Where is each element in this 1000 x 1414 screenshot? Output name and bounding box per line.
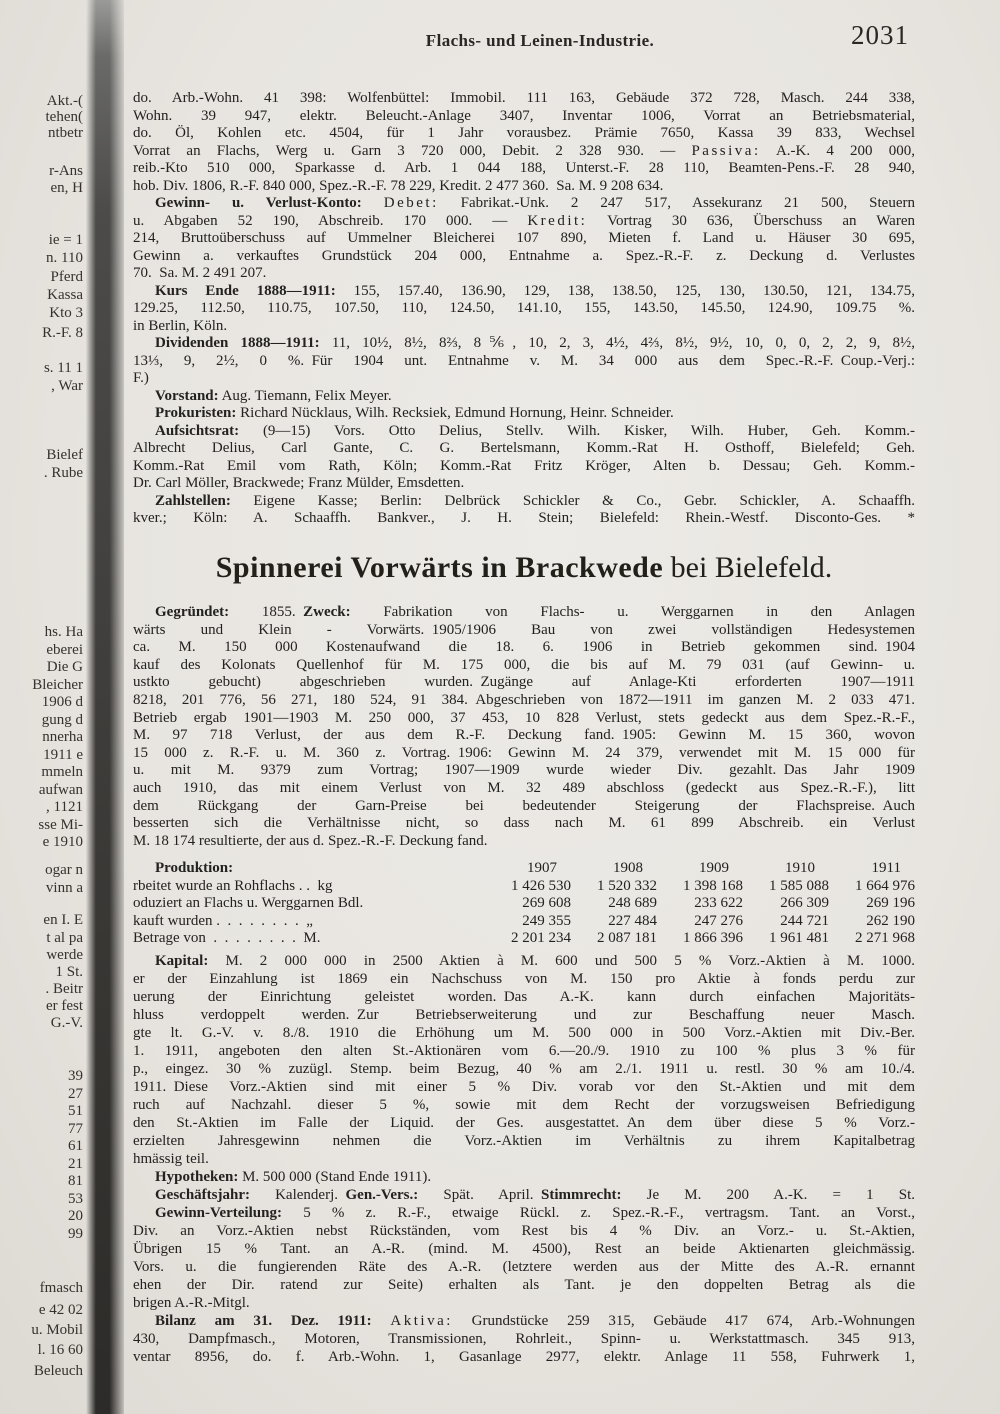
spaced-label: Passiva:	[691, 142, 761, 159]
text-run: A.-K. 4 200 000,	[760, 142, 915, 159]
text-run: Div. an Vorz.-Aktien nebst Rückständen, vom Rest bis 4 % Div. an Vorz.- u. St.-Aktien,	[133, 1223, 915, 1239]
text-line	[133, 440, 915, 458]
produktion-label: Produktion:	[155, 860, 234, 876]
page-number: 2031	[851, 20, 909, 50]
text-run: Richard Nücklaus, Wilh. Recksiek, Edmund Hornung, Heinr. Schneider.	[236, 405, 674, 421]
text-line	[133, 1132, 915, 1150]
text-line	[133, 493, 915, 511]
bold-label: Gen.-Vers.:	[345, 1187, 419, 1203]
margin-text-fragment: Die G	[46, 659, 83, 675]
text-run: Spät. April.	[418, 1187, 542, 1203]
text-line	[133, 1186, 915, 1204]
text-run: Vorrat an Flachs, Werg u. Garn 3 720 000, Debit. 2 328 930. —	[133, 142, 692, 159]
margin-text-fragment: , 1121	[46, 799, 83, 815]
margin-text-fragment: aufwan	[38, 782, 83, 798]
produktion-row-label: kauft wurden . . . . . . . . „	[133, 912, 313, 929]
margin-text-fragment: Beleuch	[33, 1363, 83, 1379]
margin-text-fragment: tehen(	[45, 109, 83, 125]
produktion-value: 266 309	[780, 895, 829, 912]
text-run: Grundstücke 259 315, Gebäude 417 674, Arb.-Wohnungen	[452, 1313, 915, 1329]
margin-text-fragment: , War	[51, 378, 83, 394]
text-run: Wohn. 39 947, elektr. Beleucht.-Anlage 3407, Inventar 1006, Vorrat an Betriebsmaterial,	[133, 107, 915, 124]
text-run: Komm.-Rat Emil vom Rath, Köln; Komm.-Rat Fritz Kröger, Alten b. Dessau; Geh. Komm.-	[133, 457, 915, 474]
text-line	[133, 710, 915, 728]
produktion-year-header: 1908	[613, 860, 643, 876]
company-heading	[133, 551, 915, 585]
text-line	[133, 1240, 915, 1258]
margin-text-fragment: mmeln	[41, 764, 83, 780]
text-line	[133, 1006, 915, 1024]
margin-text-fragment: Bleicher	[32, 677, 83, 693]
produktion-value: 1 398 168	[683, 877, 743, 894]
text-line	[133, 1330, 915, 1348]
text-run: auch 1910, das mit einem Verlust von M. 32 489 abschloss (gedeckt aus Spez.-R.-F.), litt	[133, 779, 915, 796]
produktion-value: 262 190	[866, 912, 915, 929]
produktion-row	[133, 913, 915, 931]
bold-label: Bilanz am 31. Dez. 1911:	[155, 1313, 372, 1329]
produktion-value: 247 276	[694, 912, 743, 929]
margin-text-fragment: hs. Ha	[44, 624, 83, 640]
text-run: ehen der Dir. ratend zur Seite) erhalten als Tant. je den doppelten Betrag als die	[133, 1277, 915, 1293]
produktion-row	[133, 930, 915, 948]
margin-text-fragment: en, H	[50, 180, 83, 196]
text-line	[133, 1168, 915, 1186]
produktion-year-header: 1907	[527, 860, 557, 876]
text-run: brigen A.-R.-Mitgl.	[133, 1295, 250, 1311]
text-run: ustkto gebucht) abgeschrieben wurden. Zugänge auf Anlage-Kti erforderten 1907—1911	[133, 674, 915, 691]
produktion-row	[133, 878, 915, 896]
text-line	[133, 692, 915, 710]
text-run: hluss verdoppelt werden. Zur Betriebserweiterung und zur Beschaffung neuer Masch.	[133, 1007, 915, 1023]
text-run: 11, 10½, 8½, 8⅔, 8⅚, 10, 2, 3, 4½, 4⅔, 8½, 9½, 10, 0, 0, 2, 2, 9, 8½,	[319, 335, 915, 351]
produktion-value: 2 087 181	[597, 930, 657, 947]
text-run: wärts und Klein - Vorwärts. 1905/1906 Bau von zwei vollständigen Hedesystemen	[133, 621, 915, 638]
produktion-value: 1 664 976	[855, 877, 915, 894]
margin-text-fragment: n. 110	[46, 250, 83, 266]
text-run: ruch auf Nachzahl. dieser 5 %, sowie mit dem Recht der vorzugsweisen Befriedigung	[133, 1097, 915, 1113]
text-run: 1. 1911, angeboten den alten St.-Aktionären vom 6.—20./9. 1910 zu 100 % plus 3 % für	[133, 1043, 915, 1059]
text-run: reib.-Kto 510 000, Sparkasse d. Arb. 1 044 188, Unterst.-F. 28 110, Beamten-Pens.-F. 28 940,	[133, 160, 915, 176]
text-run: 70. Sa. M. 2 491 207.	[133, 265, 267, 281]
margin-text-fragment: werde	[46, 947, 83, 963]
company-financial-text	[133, 952, 915, 1366]
bold-label: Dividenden 1888—1911:	[155, 335, 320, 351]
text-run	[362, 195, 384, 211]
produktion-value: 1 961 481	[769, 930, 829, 947]
text-run: Kalenderj.	[249, 1187, 346, 1203]
text-line	[133, 745, 915, 763]
text-run: M. 500 000 (Stand Ende 1911).	[238, 1169, 432, 1185]
text-run: Albrecht Delius, Carl Gante, C. G. Bertelsmann, Komm.-Rat H. Osthoff, Bielefeld; Geh.	[133, 440, 915, 456]
text-run: ventar 8956, do. f. Arb.-Wohn. 1, Gasanlage 2977, elektr. Anlage 11 558, Fuhrwerk 1,	[133, 1349, 915, 1365]
text-line	[133, 353, 915, 371]
text-line	[133, 283, 915, 301]
text-run: (9—15) Vors. Otto Delius, Stellv. Wilh. Kisker, Wilh. Huber, Geh. Komm.-	[239, 422, 915, 439]
bold-label: Vorstand:	[155, 387, 219, 404]
text-line	[133, 335, 915, 353]
margin-text-fragment: 99	[68, 1226, 83, 1242]
bold-label: Hypotheken:	[155, 1169, 239, 1185]
text-run: u. Abgaben 52 190, Abschreib. 170 000. —	[133, 212, 528, 229]
text-run: kauf des Kolonats Quellenhof für M. 175 000, die bis auf M. 79 031 (auf Gewinn- u.	[133, 656, 915, 673]
margin-text-fragment: . Beitr	[45, 981, 83, 997]
text-line	[133, 780, 915, 798]
text-run: den St.-Aktien im Falle der Liquid. der Ges. ausgestattet. An dem über diese 5 % Vorz.-	[133, 1115, 915, 1131]
text-line	[133, 657, 915, 675]
text-run: besserten sich die Verhältnisse nicht, so dass nach M. 61 899 Abschreib. ein Verlust	[133, 815, 915, 832]
text-line	[133, 108, 915, 126]
bold-label: Kurs Ende 1888—1911:	[155, 282, 336, 299]
margin-text-fragment: ie = 1	[48, 232, 83, 248]
text-line	[133, 405, 915, 423]
text-line	[133, 1204, 915, 1222]
margin-text-fragment: en I. E	[43, 912, 83, 928]
text-run: er der Einzahlung ist 1869 ein Nachschuss von M. 150 pro Aktie à fonds perdu zur	[133, 971, 915, 987]
text-line	[133, 833, 915, 851]
margin-text-fragment: 61	[68, 1138, 83, 1154]
text-line	[133, 1042, 915, 1060]
text-run: ca. M. 150 000 Kostenaufwand die 18. 6. 1906 in Betrieb gekommen sind. 1904	[133, 639, 915, 656]
margin-text-fragment: e 42 02	[38, 1302, 83, 1318]
left-page-edge-text	[0, 0, 86, 1414]
text-line	[133, 265, 915, 283]
text-line	[133, 475, 915, 493]
produktion-year-header: 1911	[871, 860, 901, 876]
produktion-row-label: Betrage von . . . . . . . . M.	[133, 930, 321, 947]
text-run: u. mit M. 9379 zum Vortrag; 1907—1909 wurde wieder Div. gezahlt. Das Jahr 1909	[133, 762, 915, 779]
text-line	[133, 815, 915, 833]
text-line	[133, 674, 915, 692]
text-run: Vors. u. die fungierenden Räte des A.-R. (letztere werden aus der Mitte des A.-R. ernannt	[133, 1259, 915, 1275]
text-run: p., eingez. 30 % zuzügl. Stemp. beim Bezug, 40 % am 2./1. 1911 u. restl. 30 % am 10./4.	[133, 1061, 915, 1077]
margin-text-fragment: r-Ans	[49, 163, 83, 179]
produktion-year-header: 1909	[699, 860, 729, 876]
text-run: 430, Dampfmasch., Motoren, Transmissionen, Rohrleit., Spinn- u. Werkstattmasch. 345 913,	[133, 1331, 915, 1347]
text-line	[133, 762, 915, 780]
margin-text-fragment: nnerha	[42, 729, 83, 745]
text-line	[133, 458, 915, 476]
text-line	[133, 604, 915, 622]
company-heading-main: Spinnerei Vorwärts in Brackwede	[215, 551, 664, 584]
margin-text-fragment: 51	[68, 1103, 83, 1119]
text-run: in Berlin, Köln.	[133, 317, 228, 334]
bold-label: Aufsichtsrat:	[155, 422, 240, 439]
bold-label: Kapital:	[155, 953, 209, 969]
margin-text-fragment: 20	[68, 1208, 83, 1224]
text-line	[133, 1276, 915, 1294]
bold-label: Gewinn-Verteilung:	[155, 1205, 282, 1221]
margin-text-fragment: Kassa	[47, 287, 83, 303]
produktion-value: 269 608	[522, 895, 571, 912]
produktion-header-row	[133, 860, 915, 878]
text-run: kver.; Köln: A. Schaaffh. Bankver., J. H. Stein; Bielefeld: Rhein.-Westf. Disconto-Ges. *	[133, 510, 915, 526]
text-line	[133, 970, 915, 988]
text-run: Je M. 200 A.-K. = 1 St.	[621, 1187, 915, 1203]
text-line	[133, 90, 915, 108]
text-run: Fabrikat.-Unk. 2 247 517, Assekuranz 21 500, Steuern	[438, 195, 915, 211]
bold-label: Zahlstellen:	[155, 492, 231, 509]
produktion-value: 227 484	[608, 912, 657, 929]
text-line	[133, 388, 915, 406]
margin-text-fragment: ntbetr	[48, 125, 83, 141]
text-line	[133, 178, 915, 196]
text-line	[133, 300, 915, 318]
produktion-row-label: rbeitet wurde an Rohflachs . . kg	[133, 877, 333, 894]
text-run: F.)	[133, 370, 149, 386]
margin-text-fragment: 27	[68, 1086, 83, 1102]
text-line	[133, 160, 915, 178]
text-run: Betrieb ergab 1901—1903 M. 250 000, 37 453, 10 828 Verlust, stets gedeckt aus dem Spez.-R.-F.,	[133, 709, 915, 726]
text-line	[133, 727, 915, 745]
bold-label: Gegründet:	[155, 604, 230, 620]
text-run: Fabrikation von Flachs- u. Werggarnen in den Anlagen	[350, 604, 915, 620]
produktion-value: 1 520 332	[597, 877, 657, 894]
text-run: Gewinn a. verkauftes Grundstück 204 000, Entnahme a. Spez.-R.-F. z. Deckung d. Verlustes	[133, 247, 915, 264]
text-line	[133, 318, 915, 336]
margin-text-fragment: u. Mobil	[31, 1322, 83, 1338]
text-line	[133, 988, 915, 1006]
text-run: 8218, 201 776, 56 271, 180 524, 91 384. Abgeschrieben von 1872—1911 im ganzen M. 2 033 471.	[133, 691, 915, 708]
binding-gutter-shadow	[86, 0, 124, 1414]
text-line	[133, 1150, 915, 1168]
text-run: 155, 157.40, 136.90, 129, 138, 138.50, 125, 130, 130.50, 121, 134.75,	[335, 282, 915, 299]
margin-text-fragment: Bielef	[46, 447, 83, 463]
margin-text-fragment: l. 16 60	[37, 1342, 83, 1358]
spaced-label: Aktiva:	[390, 1313, 453, 1329]
bold-label: Geschäftsjahr:	[155, 1187, 250, 1203]
bold-label: Gewinn- u. Verlust-Konto:	[155, 195, 362, 211]
text-line	[133, 798, 915, 816]
text-line	[133, 1258, 915, 1276]
margin-text-fragment: eberei	[46, 642, 83, 658]
text-run	[372, 1313, 391, 1329]
text-run: Aug. Tiemann, Felix Meyer.	[218, 387, 392, 404]
text-run: M. 18 174 resultierte, der aus d. Spez.-R.-F. Deckung fand.	[133, 832, 488, 849]
margin-text-fragment: Kto 3	[49, 305, 83, 321]
text-line	[133, 195, 915, 213]
text-run: erzielten Jahresgewinn nehmen die Vorz.-Aktien im Verhältnis zu ihrem Kapitalbetrag	[133, 1133, 915, 1149]
spaced-label: Debet:	[383, 195, 439, 211]
produktion-table	[133, 860, 915, 948]
text-run: 15 000 z. R.-F. u. M. 360 z. Vortrag. 1906: Gewinn M. 24 379, verwendet mit M. 15 000 für	[133, 744, 915, 761]
produktion-value: 244 721	[780, 912, 829, 929]
margin-text-fragment: 77	[68, 1121, 83, 1137]
text-line	[133, 1294, 915, 1312]
entry-previous-company-text	[133, 90, 915, 528]
margin-text-fragment: 21	[68, 1156, 83, 1172]
text-run: gte lt. G.-V. v. 8./8. 1910 die Erhöhung um M. 500 000 in 500 Vorz.-Aktien mit Div.-Ber.	[133, 1025, 915, 1041]
produktion-value: 1 585 088	[769, 877, 829, 894]
margin-text-fragment: sse Mi-	[38, 817, 83, 833]
produktion-value: 1 866 396	[683, 930, 743, 947]
produktion-row-label: oduziert an Flachs u. Werggarnen Bdl.	[133, 895, 364, 912]
text-line	[133, 510, 915, 528]
margin-text-fragment: . Rube	[43, 465, 83, 481]
text-run: 1855.	[229, 604, 304, 620]
text-run: Übrigen 15 % Tant. an A.-R. (mind. M. 4500), Rest an beide Aktienarten gleichmässig.	[133, 1241, 915, 1257]
text-run: uerung der Einrichtung geleistet worden. Das A.-K. kann durch einfachen Majoritäts-	[133, 989, 915, 1005]
margin-text-fragment: s. 11 1	[43, 360, 83, 376]
margin-text-fragment: R.-F. 8	[42, 325, 83, 341]
text-line	[133, 1060, 915, 1078]
text-run: 1911. Diese Vorz.-Aktien sind mit einer 5 % Div. vorab vor den St.-Aktien und mit dem	[133, 1079, 915, 1095]
text-run: hmässig teil.	[133, 1151, 209, 1167]
text-line	[133, 143, 915, 161]
margin-text-fragment: er fest	[45, 998, 83, 1014]
text-line	[133, 1096, 915, 1114]
text-run: Vortrag 30 636, Überschuss an Waren	[587, 212, 915, 229]
text-line	[133, 213, 915, 231]
margin-text-fragment: 1 St.	[55, 964, 83, 980]
text-run: 214, Bruttoüberschuss auf Ummelner Bleicherei 107 890, Mieten f. Land u. Häuser 30 695,	[133, 230, 915, 246]
text-line	[133, 1312, 915, 1330]
text-line	[133, 1078, 915, 1096]
produktion-value: 2 201 234	[511, 930, 571, 947]
margin-text-fragment: gung d	[41, 712, 83, 728]
running-title: Flachs- und Leinen-Industrie.	[425, 31, 655, 50]
margin-text-fragment: 1911 e	[43, 747, 83, 763]
produktion-row	[133, 895, 915, 913]
text-run: hob. Div. 1806, R.-F. 840 000, Spez.-R.-F. 78 229, Kredit. 2 477 360. Sa. M. 9 208 634.	[133, 177, 664, 194]
text-line	[133, 230, 915, 248]
margin-text-fragment: Pferd	[50, 269, 83, 285]
text-run: do. Arb.-Wohn. 41 398: Wolfenbüttel: Immobil. 111 163, Gebäude 372 728, Masch. 244 338,	[133, 90, 915, 106]
text-line	[133, 1114, 915, 1132]
margin-text-fragment: 81	[68, 1173, 83, 1189]
margin-text-fragment: 39	[68, 1068, 83, 1084]
text-line	[133, 1348, 915, 1366]
bold-label: Prokuristen:	[155, 405, 237, 421]
margin-text-fragment: 1906 d	[41, 694, 83, 710]
text-line	[133, 423, 915, 441]
produktion-value: 248 689	[608, 895, 657, 912]
text-run: do. Öl, Kohlen etc. 4504, für 1 Jahr vorausbez. Prämie 7650, Kassa 39 833, Wechsel	[133, 125, 915, 141]
produktion-value: 233 622	[694, 895, 743, 912]
text-line	[133, 622, 915, 640]
spaced-label: Kredit:	[527, 212, 588, 229]
margin-text-fragment: vinn a	[45, 880, 83, 896]
company-heading-suffix: bei Bielefeld.	[663, 551, 833, 584]
bold-label: Stimmrecht:	[541, 1187, 622, 1203]
text-run: Eigene Kasse; Berlin: Delbrück Schickler & Co., Gebr. Schickler, A. Schaaffh.	[230, 492, 915, 509]
produktion-value: 2 271 968	[855, 930, 915, 947]
margin-text-fragment: 53	[68, 1191, 83, 1207]
text-line	[133, 639, 915, 657]
produktion-value: 1 426 530	[511, 877, 571, 894]
produktion-value: 269 196	[866, 895, 915, 912]
text-line	[133, 125, 915, 143]
text-run: 129.25, 112.50, 110.75, 107.50, 110, 124.50, 141.10, 155, 143.50, 145.50, 124.90, 109.75 %.	[133, 300, 915, 316]
margin-text-fragment: Akt.-(	[46, 93, 83, 109]
text-line	[133, 248, 915, 266]
company-description-text	[133, 604, 915, 850]
text-run: Dr. Carl Möller, Brackwede; Franz Mülder, Emsdetten.	[133, 475, 465, 491]
text-line	[133, 1024, 915, 1042]
text-run: dem Rückgang der Garn-Preise bei bedeutender Steigerung der Flachspreise. Auch	[133, 797, 915, 814]
produktion-value: 249 355	[522, 912, 571, 929]
bold-label: Zweck:	[303, 604, 351, 620]
produktion-year-header: 1910	[785, 860, 815, 876]
text-line	[133, 1222, 915, 1240]
text-line	[133, 370, 915, 388]
text-run: M. 2 000 000 in 2500 Aktien à M. 600 und 500 5 % Vorz.-Aktien à M. 1000.	[208, 953, 915, 969]
text-line	[133, 952, 915, 970]
margin-text-fragment: e 1910	[42, 834, 83, 850]
text-run: 13⅓, 9, 2½, 0 %. Für 1904 unt. Entnahme v. M. 34 000 aus dem Spec.-R.-F. Coup.-Verj.:	[133, 352, 915, 369]
text-run: M. 97 718 Verlust, der aus dem R.-F. Deckung fand. 1905: Gewinn M. 15 360, wovon	[133, 727, 915, 744]
margin-text-fragment: t al pa	[46, 930, 83, 946]
margin-text-fragment: G.-V.	[50, 1015, 83, 1031]
text-run: 5 % z. R.-F., etwaige Rückl. z. Spez.-R.-F., vertragsm. Tant. an Vorst.,	[281, 1205, 915, 1221]
margin-text-fragment: fmasch	[39, 1280, 83, 1296]
margin-text-fragment: ogar n	[45, 862, 83, 878]
